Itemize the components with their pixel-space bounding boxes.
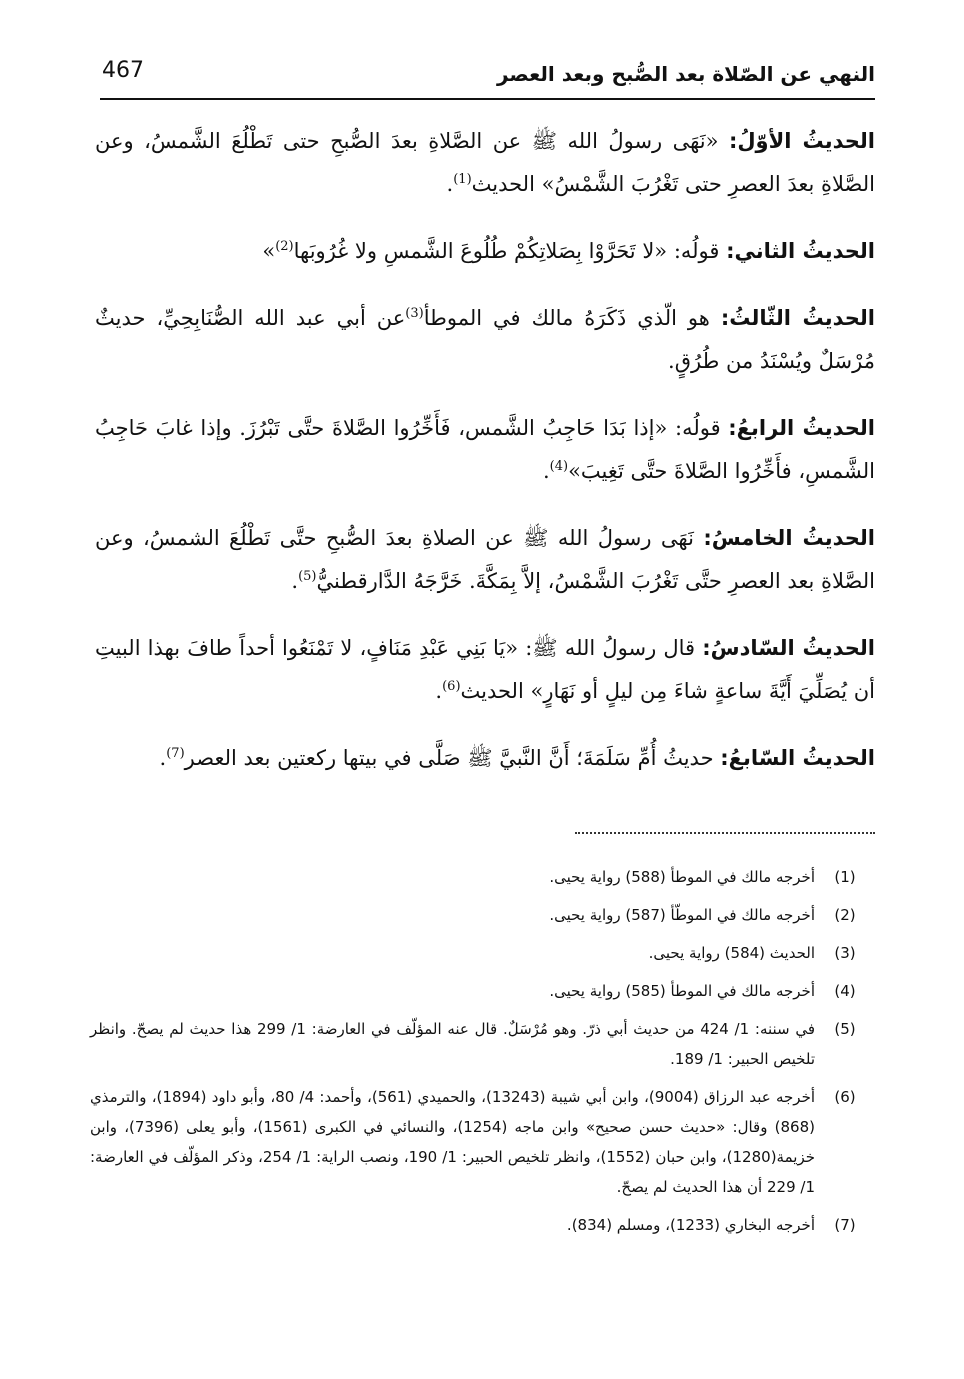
footnote-item	[90, 1082, 875, 1202]
footnote-item	[90, 1014, 875, 1074]
footnote-separator	[575, 832, 875, 834]
running-title: النهي عن الصّلاة بعد الصُّبح وبعد العصر	[496, 62, 875, 86]
footnote-number: (2)	[834, 906, 856, 924]
hadith-label: الحديثُ الأوّلُ:	[728, 129, 875, 153]
hadith-end: .	[435, 679, 443, 703]
hadith-end: »	[262, 239, 276, 263]
footnotes	[90, 862, 875, 1248]
hadith-text: قولُه: «إذا بَدَا حَاجِبُ الشَّمس، فَأَخِّرُوا الصَّلاةَ حتَّى تَبْرُزَ. وإذا غابَ حَاجِبُ الشَّمسِ، فأَخِّرُوا الصَّلاةَ حتَّى تَغِيبَ»	[95, 416, 875, 483]
hadith-text: نَهَى رسولُ الله ﷺ عن الصلاةِ بعدَ الصُّبحِ حتَّى تَطْلُعَ الشمسُ، وعن الصَّلاةِ بعد العصرِ حتَّى تَغْرُبَ الشَّمْسُ، إلاَّ بِمَكَّةَ. خَرَّجَهُ الدَّارقطنيُّ	[95, 526, 875, 593]
hadith-text: «نَهَى رسولُ الله ﷺ عن الصَّلاةِ بعدَ الصُّبحِ حتى تَطْلُعَ الشَّمسُ، وعن الصَّلاةِ بعدَ العصرِ حتى تَغْرُبَ الشَّمْسُ» الحديث	[95, 129, 875, 196]
main-text	[95, 120, 875, 804]
footnote-ref[interactable]: (3)	[405, 306, 424, 321]
footnote-item	[90, 1210, 875, 1240]
hadith-paragraph-5	[95, 517, 875, 603]
footnote-ref[interactable]: (2)	[275, 239, 294, 254]
footnote-number: (7)	[834, 1216, 856, 1234]
footnote-text: في سننه: 1/ 424 من حديث أبي ذرّ. وهو مُرْسَلٌ. قال عنه المؤلّف في العارضة: 1/ 299 هذا حديث لم يصحّ. وانظر تلخيص الحبير: 1/ 189.	[90, 1020, 815, 1068]
hadith-end: عن أبي عبد الله الصُّنَابِحِيِّ، حديثٌ مُرْسَلٌ ويُسْنَدُ من طُرُقٍ.	[95, 306, 875, 373]
footnote-text: أخرجه مالك في الموطأ (585) رواية يحيى.	[549, 982, 815, 1000]
footnote-item	[90, 938, 875, 968]
hadith-label: الحديثُ السّابعُ:	[720, 746, 875, 770]
footnote-number: (3)	[834, 944, 856, 962]
hadith-label: الحديثُ الخامسُ:	[703, 526, 875, 550]
hadith-text: قولُه: «لا تَحَرَّوْا بِصَلاتِكُمْ طُلُوعَ الشَّمسِ ولا غُرُوبَها	[293, 239, 720, 263]
hadith-paragraph-1	[95, 120, 875, 206]
hadith-text: هو الّذي ذَكَرَهُ مالك في الموطأ	[423, 306, 710, 330]
hadith-label: الحديثُ الثّالثُ:	[720, 306, 875, 330]
footnote-item	[90, 976, 875, 1006]
footnote-ref[interactable]: (7)	[166, 746, 185, 761]
hadith-end: .	[291, 569, 299, 593]
footnote-item	[90, 862, 875, 892]
footnote-ref[interactable]: (6)	[442, 679, 461, 694]
footnote-text: الحديث (584) رواية يحيى.	[648, 944, 815, 962]
footnote-ref[interactable]: (4)	[549, 459, 569, 474]
hadith-text: حديثُ أُمِّ سَلَمَةَ؛ أَنَّ النَّبيَّ ﷺ صَلَّى في بيتها ركعتين بعد العصر	[184, 746, 714, 770]
footnote-text: أخرجه عبد الرزاق (9004)، وابن أبي شيبة (13243)، والحميدي (561)، وأحمد: 4/ 80، وأبو داود (1894)، والترمذي (868) وقال: «حديث حسن صحيح» وابن ماجه (1254)، والنسائي في الكبرى (1561)، وأبو يعلى (7396)، وابن خزيمة(1280)، وابن حبان (1552)، وانظر تلخيص الحبير: 1/ 190، ونصب الراية: 1/ 254، وذكر المؤلّف في العارضة: 1/ 229 أن هذا الحديث لم يصحّ.	[90, 1088, 816, 1196]
footnote-ref[interactable]: (1)	[453, 172, 472, 187]
footnote-text: أخرجه البخاري (1233)، ومسلم (834).	[566, 1216, 815, 1234]
footnote-item	[90, 900, 875, 930]
hadith-label: الحديثُ الثاني:	[726, 239, 875, 263]
footnote-number: (1)	[834, 868, 856, 886]
footnote-number: (4)	[834, 982, 856, 1000]
footnote-text: أخرجه مالك في الموطّأ (587) رواية يحيى.	[549, 906, 815, 924]
footnote-number: (6)	[834, 1088, 856, 1106]
page-header	[100, 58, 875, 100]
hadith-paragraph-2	[95, 230, 875, 273]
hadith-label: الحديثُ السّادسُ:	[702, 636, 876, 660]
page-number: 467	[102, 58, 144, 83]
hadith-paragraph-4	[95, 407, 875, 493]
hadith-paragraph-6	[95, 627, 875, 713]
footnote-number: (5)	[834, 1020, 856, 1038]
footnote-ref[interactable]: (5)	[298, 569, 317, 584]
hadith-text: قال رسولُ الله ﷺ: «يَا بَنِي عَبْدِ مَنَافٍ، لا تَمْنَعُوا أحداً طافَ بهذا البيتِ أن يُصَلِّيَ أَيَّةَ ساعةٍ شاءَ مِن ليلٍ أو نَهَارٍ» الحديث	[95, 636, 875, 703]
hadith-label: الحديثُ الرابعُ:	[728, 416, 876, 440]
hadith-end: .	[159, 746, 167, 770]
footnote-text: أخرجه مالك في الموطأ (588) رواية يحيى.	[549, 868, 815, 886]
hadith-end: .	[446, 172, 454, 196]
hadith-paragraph-3	[95, 297, 875, 383]
hadith-end: .	[542, 459, 550, 483]
hadith-paragraph-7	[95, 737, 875, 780]
